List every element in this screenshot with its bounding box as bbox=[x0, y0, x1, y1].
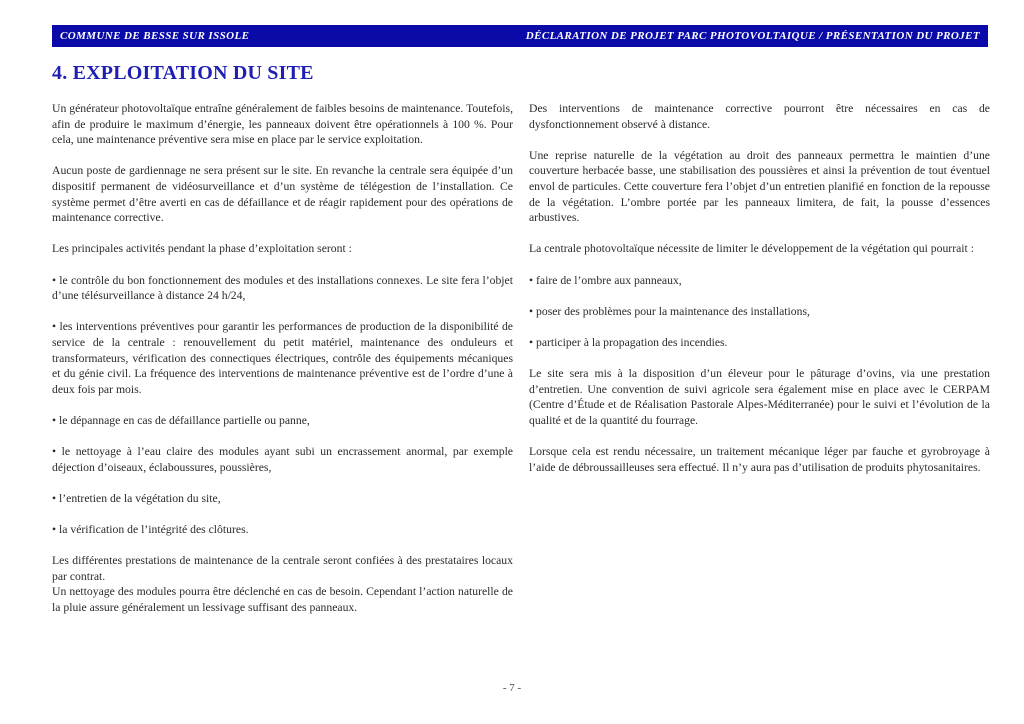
paragraph: Un générateur photovoltaïque entraîne généralement de faibles besoins de maintenance. Toutefois, afin de produire le maximum d’énergie, les panneaux doivent être opérationnels à 100 %. Pour cela, une maintenance préventive sera mise en place par le service exploitation. bbox=[52, 102, 513, 147]
header-document-title: DÉCLARATION DE PROJET PARC PHOTOVOLTAIQUE / PRÉSENTATION DU PROJET bbox=[525, 30, 980, 42]
bullet-item: • l’entretien de la végétation du site, bbox=[52, 491, 221, 505]
section-title: 4. EXPLOITATION DU SITE bbox=[52, 62, 314, 84]
bullet-item: • faire de l’ombre aux panneaux, bbox=[529, 273, 682, 287]
header-bar bbox=[52, 25, 988, 47]
bullet-item: • participer à la propagation des incendies. bbox=[529, 335, 728, 349]
bullet-item: • le dépannage en cas de défaillance partielle ou panne, bbox=[52, 413, 310, 427]
bullet-item: • les interventions préventives pour garantir les performances de production de la disponibilité de service de la centrale : renouvellement du petit matériel, maintenance des onduleurs et transformateurs, vérification des connectiques électriques, contrôle des équipements mécaniques et du génie civil. La fréquence des interventions de maintenance préventive est de l’ordre d’une à deux fois par mois. bbox=[52, 320, 513, 396]
left-column bbox=[52, 101, 513, 631]
page-number: - 7 - bbox=[502, 682, 522, 694]
bullet-item: • la vérification de l’intégrité des clôtures. bbox=[52, 523, 249, 537]
paragraph: Un nettoyage des modules pourra être déclenché en cas de besoin. Cependant l’action naturelle de la pluie assure généralement un lessivage suffisant des panneaux. bbox=[52, 585, 513, 614]
paragraph: Les principales activités pendant la phase d’exploitation seront : bbox=[52, 242, 352, 256]
bullet-item: • poser des problèmes pour la maintenance des installations, bbox=[529, 304, 810, 318]
paragraph: Aucun poste de gardiennage ne sera présent sur le site. En revanche la centrale sera équipée d’un dispositif permanent de vidéosurveillance et d’un système de télégestion de l’installation. Ce système permet d’être averti en cas de défaillance et de réagir rapidement pour des opérations de maintenance corrective. bbox=[52, 164, 513, 225]
paragraph: Les différentes prestations de maintenance de la centrale seront confiées à des prestataires locaux par contrat. bbox=[52, 554, 513, 583]
paragraph: La centrale photovoltaïque nécessite de limiter le développement de la végétation qui pourrait : bbox=[529, 242, 974, 256]
paragraph: Lorsque cela est rendu nécessaire, un traitement mécanique léger par fauche et gyrobroyage à l’aide de débroussailleuses sera effectué. Il n’y aura pas d’utilisation de produits phytosanitaires. bbox=[529, 445, 990, 474]
header-commune: COMMUNE DE BESSE SUR ISSOLE bbox=[60, 30, 250, 42]
paragraph: Une reprise naturelle de la végétation au droit des panneaux permettra le maintien d’une couverture herbacée basse, une stabilisation des poussières et ainsi la prévention de tout éventuel envol de particules. Cette couverture fera l’objet d’un entretien planifié en fonction de la repousse de la végétation. L’ombre portée par les panneaux limitera, de fait, la pousse d’essences arbustives. bbox=[529, 148, 990, 225]
right-column bbox=[529, 101, 990, 491]
paragraph: Le site sera mis à la disposition d’un éleveur pour le pâturage d’ovins, via une prestation d’entretien. Une convention de suivi agricole sera également mise en place avec le CERPAM (Centre d’Étude et de Réalisation Pastorale Alpes-Méditerranée) pour le suivi et l’évolution de la qualité et de la quantité du fourrage. bbox=[529, 367, 990, 427]
bullet-item: • le nettoyage à l’eau claire des modules ayant subi un encrassement anormal, par exemple déjection d’oiseaux, éclaboussures, poussières, bbox=[52, 445, 513, 474]
bullet-item: • le contrôle du bon fonctionnement des modules et des installations connexes. Le site fera l’objet d’une télésurveillance à distance 24 h/24, bbox=[52, 273, 513, 303]
paragraph: Des interventions de maintenance corrective pourront être nécessaires en cas de dysfonctionnement observé à distance. bbox=[529, 102, 990, 131]
